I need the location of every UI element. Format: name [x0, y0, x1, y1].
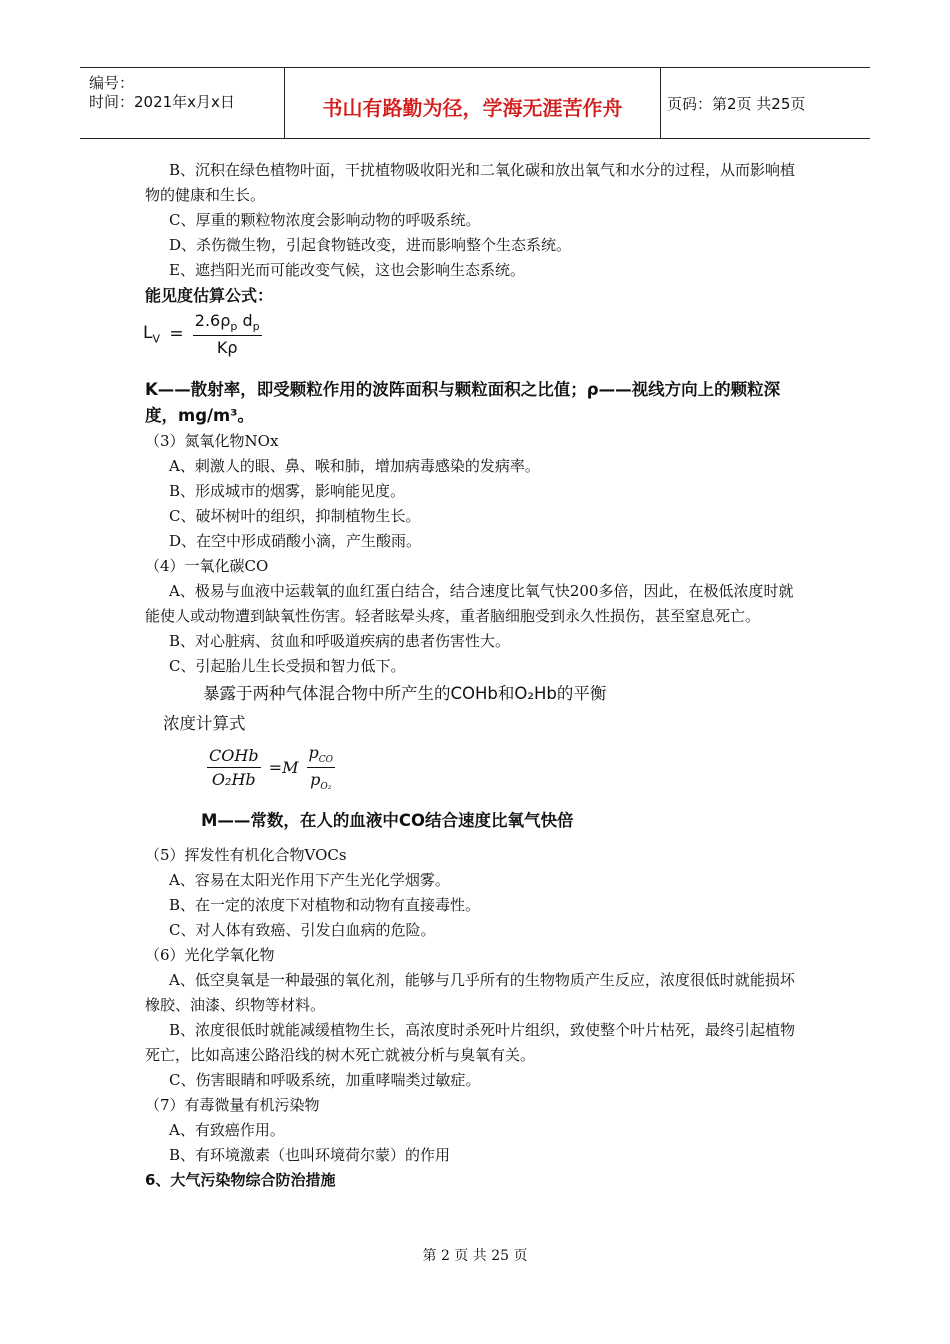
document-date-label: 时间：2021年x月x日 [89, 93, 235, 111]
page-header [80, 67, 870, 139]
visibility-note: K——散射率，即受颗粒作用的波阵面积与颗粒面积之比值；ρ——视线方向上的颗粒深度，mg/m³。 [145, 380, 781, 425]
formula-caption: 浓度计算式 [163, 714, 246, 733]
section-title: （4）一氧化碳CO [145, 557, 269, 575]
section-title: （6）光化学氧化物 [145, 946, 275, 964]
list-item: C、破坏树叶的组织，抑制植物生长。 [169, 507, 421, 525]
formula-numerator: COHb [207, 746, 261, 768]
list-item: B、在一定的浓度下对植物和动物有直接毒性。 [169, 896, 481, 914]
header-page-info: 页码：第2页 共25页 [667, 95, 806, 113]
list-item: C、对人体有致癌、引发白血病的危险。 [169, 921, 436, 939]
list-item: A、极易与血液中运载氧的血红蛋白结合，结合速度比氧气快200多倍，因此，在极低浓度时就能使人或动物遭到缺氧性伤害。轻者眩晕头疼，重者脑细胞受到永久性损伤，甚至窒息死亡。 [145, 582, 794, 625]
formula-numerator: 2.6ρ [194, 311, 231, 330]
list-item: B、沉积在绿色植物叶面，干扰植物吸收阳光和二氧化碳和放出氧气和水分的过程，从而影响植物的健康和生长。 [145, 161, 796, 204]
list-item: A、容易在太阳光作用下产生光化学烟雾。 [169, 871, 450, 889]
document-body [145, 158, 805, 1193]
list-item: A、刺激人的眼、鼻、喉和肺，增加病毒感染的发病率。 [169, 457, 540, 475]
list-item: B、形成城市的烟雾，影响能见度。 [169, 482, 406, 500]
formula-constant: =M [268, 758, 299, 778]
list-item: D、杀伤微生物，引起食物链改变，进而影响整个生态系统。 [169, 236, 572, 254]
section-title: （3）氮氧化物NOx [145, 432, 279, 450]
header-motto-cell [285, 68, 661, 138]
page-footer: 第 2 页 共 25 页 [422, 1248, 528, 1264]
visibility-formula-heading: 能见度估算公式： [145, 286, 274, 305]
constant-note: M——常数，在人的血液中CO结合速度比氧气快倍 [201, 811, 574, 830]
visibility-formula: $L_V$ = $\frac{2.6\rho_p d_p}{K\rho}$ [143, 311, 260, 358]
section-title: （7）有毒微量有机污染物 [145, 1096, 320, 1114]
formula-denominator: O₂Hb [211, 770, 256, 790]
list-item: E、遮挡阳光而可能改变气候，这也会影响生态系统。 [169, 261, 525, 279]
section-heading: 6、大气污染物综合防治措施 [145, 1171, 336, 1189]
list-item: D、在空中形成硝酸小滴，产生酸雨。 [169, 532, 422, 550]
list-item: C、厚重的颗粒物浓度会影响动物的呼吸系统。 [169, 211, 481, 229]
document-number-label: 编号： [89, 74, 135, 92]
list-item: B、浓度很低时就能减缓植物生长，高浓度时杀死叶片组织，致使整个叶片枯死，最终引起植物死亡，比如高速公路沿线的树木死亡就被分析与臭氧有关。 [145, 1021, 796, 1064]
formula-fraction: $\frac{2.6\rho_p d_p}{K\rho}$ [194, 311, 260, 358]
list-item: A、有致癌作用。 [169, 1121, 285, 1139]
formula-lhs: L [143, 322, 153, 343]
header-page-cell [661, 68, 870, 138]
list-item: A、低空臭氧是一种最强的氧化剂，能够与几乎所有的生物物质产生反应，浓度很低时就能损坏橡胶、油漆、织物等材料。 [145, 971, 795, 1014]
header-meta-cell [80, 68, 285, 138]
list-item: B、有环境激素（也叫环境荷尔蒙）的作用 [169, 1146, 451, 1164]
formula-caption: 暴露于两种气体混合物中所产生的COHb和O₂Hb的平衡 [203, 684, 607, 703]
formula-denominator: Kρ [216, 338, 238, 358]
list-item: B、对心脏病、贫血和呼吸道疾病的患者伤害性大。 [169, 632, 511, 650]
co-formula-block [163, 679, 805, 837]
header-motto: 书山有路勤为径，学海无涯苦作舟 [322, 96, 623, 120]
list-item: C、伤害眼睛和呼吸系统，加重哮喘类过敏症。 [169, 1071, 481, 1089]
section-title: （5）挥发性有机化合物VOCs [145, 846, 347, 864]
formula-lhs-subscript: V [152, 332, 161, 346]
list-item: C、引起胎儿生长受损和智力低下。 [169, 657, 406, 675]
cohb-formula: $\frac{\text{COHb}}{\text{O₂Hb}}$ =M $\frac{p_{CO}}{p_{O_2}}$ [209, 743, 334, 793]
